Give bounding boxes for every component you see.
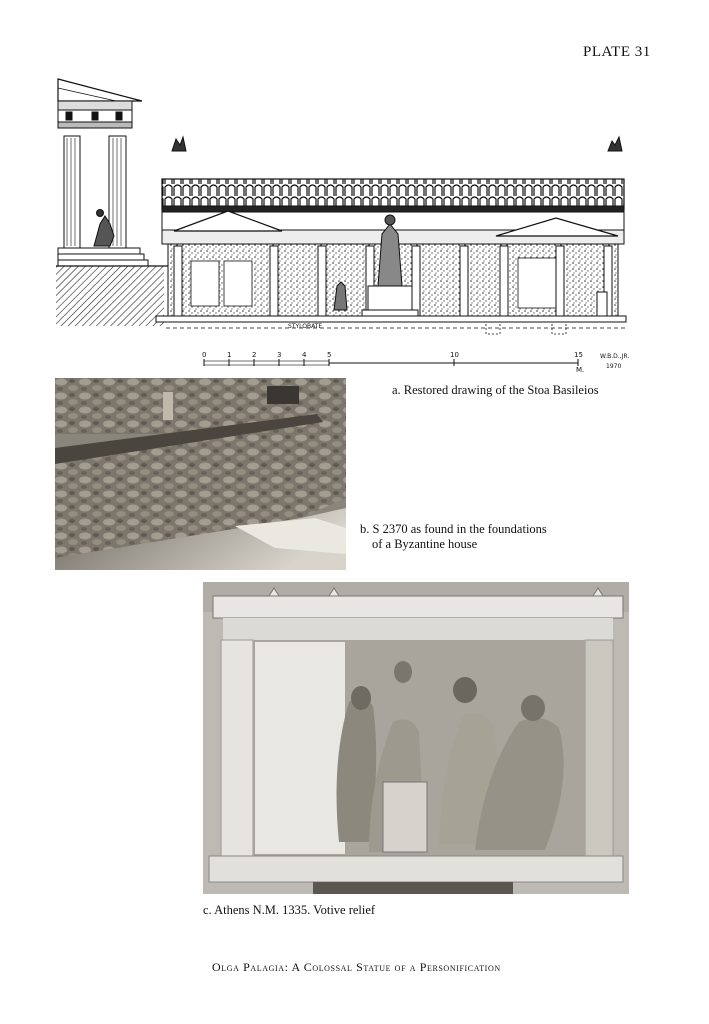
caption-b	[360, 522, 547, 552]
svg-text:0: 0	[202, 351, 207, 359]
svg-text:M.: M.	[576, 366, 585, 374]
svg-text:4: 4	[302, 351, 307, 359]
svg-text:3: 3	[277, 351, 282, 359]
svg-text:W.B.D.,JR.: W.B.D.,JR.	[600, 353, 630, 360]
svg-text:1: 1	[227, 351, 232, 359]
caption-b-line-1: b. S 2370 as found in the foundations	[360, 522, 547, 536]
svg-text:15: 15	[574, 351, 583, 359]
stoa-basileios	[156, 137, 626, 334]
draftsman-signature	[600, 353, 629, 370]
votive-relief-photo	[203, 582, 629, 894]
stylobate-label: STYLOBATE	[288, 323, 323, 330]
svg-text:1970: 1970	[606, 363, 622, 370]
excavation-photo	[55, 378, 346, 570]
caption-a: a. Restored drawing of the Stoa Basileios	[392, 383, 599, 397]
svg-text:2: 2	[252, 351, 257, 359]
svg-text:5: 5	[327, 351, 332, 359]
plate-number: PLATE 31	[583, 44, 651, 60]
caption-c: c. Athens N.M. 1335. Votive relief	[203, 903, 376, 917]
running-title: Olga Palagia: A Colossal Statue of a Personification	[212, 960, 501, 974]
scale-bar	[204, 359, 578, 366]
stoa-elevation-drawing	[56, 76, 636, 376]
svg-text:10: 10	[450, 351, 459, 359]
caption-b-line-2: of a Byzantine house	[372, 537, 478, 551]
left-temple	[58, 79, 148, 266]
